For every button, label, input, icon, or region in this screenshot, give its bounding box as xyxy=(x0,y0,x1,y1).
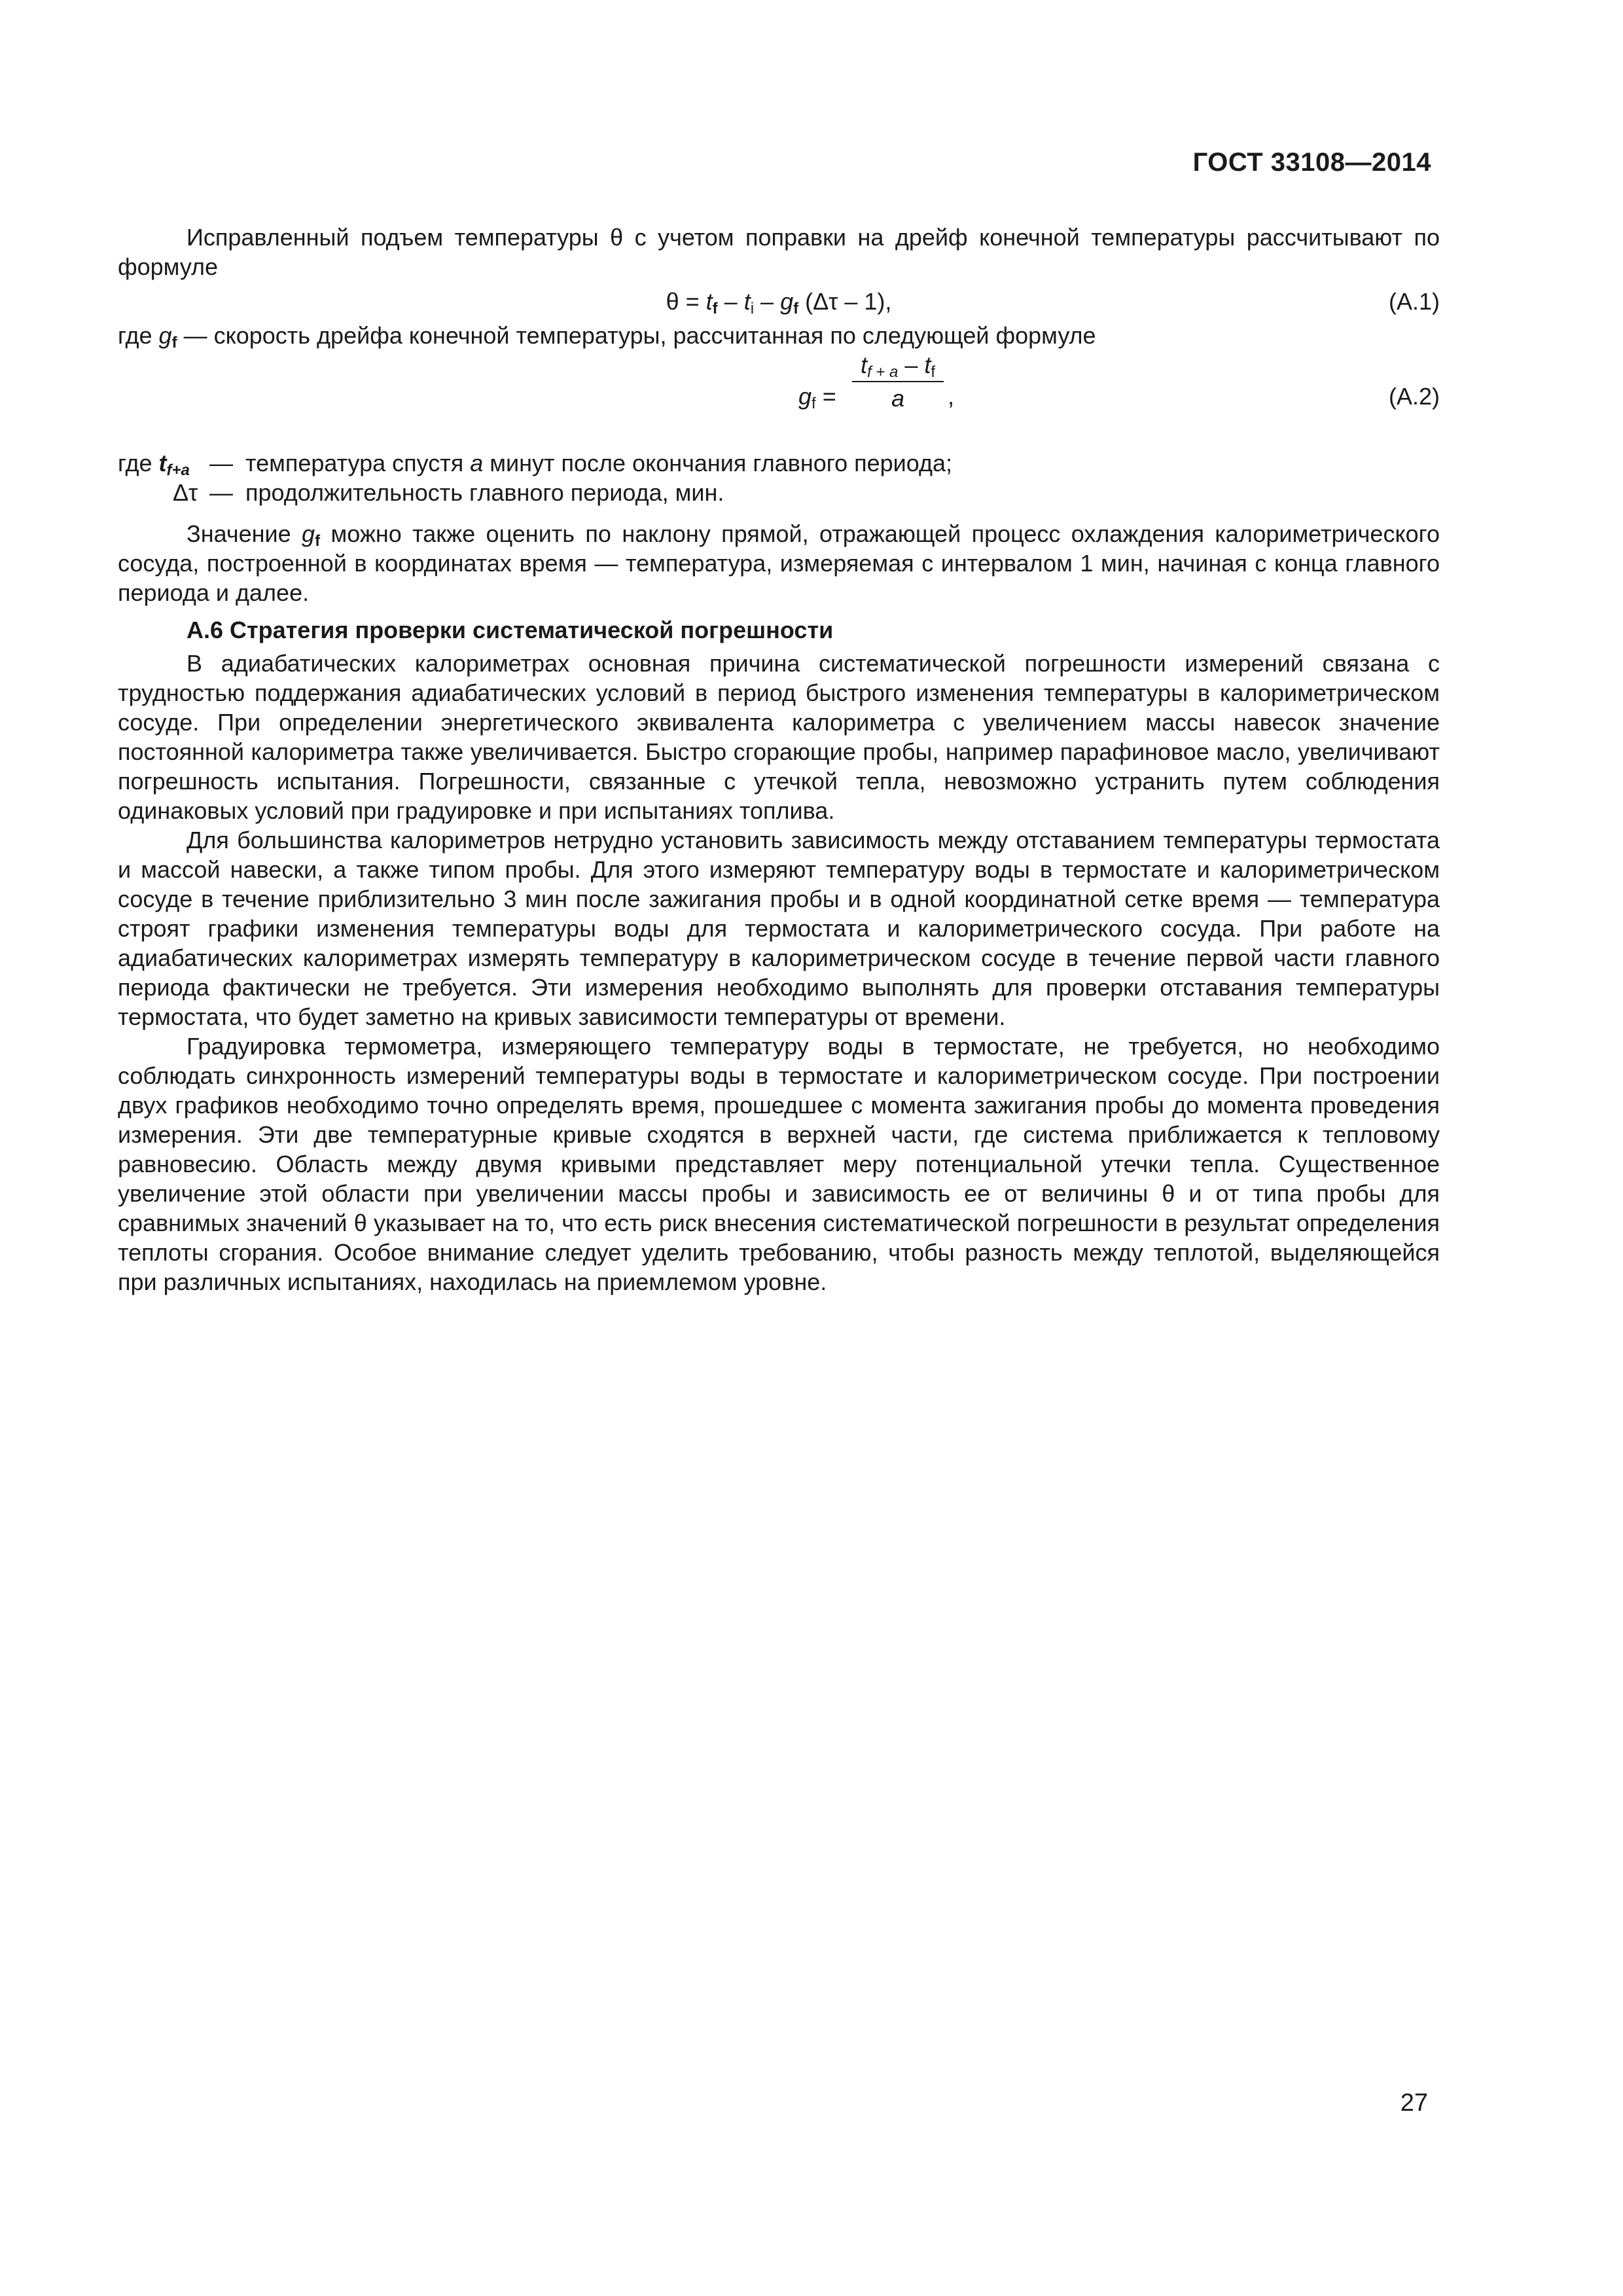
formula-a1-number: (А.1) xyxy=(1388,288,1440,315)
definition-term: Δτ xyxy=(173,479,198,506)
page-number: 27 xyxy=(1400,2089,1428,2117)
formula-a2: $g_f$ = $\frac{t_{f + a} - t_f}{a}$ , (А.2) xyxy=(798,351,1440,412)
page-content xyxy=(118,223,1440,1297)
definition-description: температура спустя a минут после окончания главного периода; xyxy=(245,450,953,476)
formula-a1 xyxy=(118,281,1440,321)
standard-header: ГОСТ 33108—2014 xyxy=(1192,148,1431,177)
formula-a2-denominator: a xyxy=(891,385,905,412)
body-paragraph: Для большинства калориметров нетрудно установить зависимость между отставанием температуры термостата и массой навески, а также типом пробы. Для этого измеряют температуру воды в термостате и калориметрическом сосуде в течение приблизительно 3 мин после зажигания пробы и в одной координатной сетке время — температура строят графики изменения температуры воды для термостата и калориметрического сосуда. При работе на адиабатических калориметрах измерять температуру в калориметрическом сосуде в течение первой части главного периода фактически не требуется. Эти измерения необходимо выполнять для проверки отставания температуры термостата, что будет заметно на кривых зависимости температуры от времени. xyxy=(118,827,1440,1030)
definitions-list xyxy=(118,448,1440,507)
definition-description: продолжительность главного периода, мин. xyxy=(245,479,724,506)
slope-paragraph: Значение $g_f$ можно также оценить по наклону прямой, отражающей процесс охлаждения калориметрического сосуда, построенной в координатах время — температура, измеряемая с интервалом 1 мин, начиная с конца главного периода и далее. xyxy=(118,520,1440,606)
formula-a2-numerator: $t_{f + a} - t_f$ xyxy=(852,350,944,382)
gf-definition-paragraph: где $g_f$ — скорость дрейфа конечной температуры, рассчитанная по следующей формуле xyxy=(118,322,1096,351)
definition-item: Δτ — продолжительность главного периода, мин. xyxy=(173,479,724,506)
definition-term: где $t_{f+a}$ xyxy=(118,450,190,479)
body-paragraph: В адиабатических калориметрах основная причина систематической погрешности измерений связана с трудностью поддержания адиабатических условий в период быстрого изменения температуры в калориметрическом сосуде. При определении энергетического эквивалента калориметра с увеличением массы навесок значение постоянной калориметра также увеличивается. Быстро сгорающие пробы, например парафиновое масло, увеличивают погрешность испытания. Погрешности, связанные с утечкой тепла, невозможно устранить путем соблюдения одинаковых условий при градуировке и при испытаниях топлива. xyxy=(118,650,1440,824)
body-paragraph: Градуировка термометра, измеряющего температуру воды в термостате, не требуется, но необходимо соблюдать синхронность измерений температуры воды в термостате и калориметрическом сосуде. При построении двух графиков необходимо точно определять время, прошедшее с момента зажигания пробы до момента проведения измерения. Эти две температурные кривые сходятся в верхней части, где система приближается к тепловому равновесию. Область между двумя кривыми представляет меру потенциальной утечки тепла. Существенное увеличение этой области при увеличении массы пробы и зависимость ее от величины θ и от типа пробы для сравнимых значений θ указывает на то, что есть риск внесения систематической погрешности в результат определения теплоты сгорания. Особое внимание следует уделить требованию, чтобы разность между теплотой, выделяющейся при различных испытаниях, находилась на приемлемом уровне. xyxy=(118,1033,1440,1295)
section-heading: А.6 Стратегия проверки систематической погрешности xyxy=(187,617,834,643)
definition-item: где $t_{f+a}$ — температура спустя a минут после окончания главного периода; xyxy=(118,450,953,479)
formula-a2-fraction xyxy=(852,350,944,413)
intro-paragraph: Исправленный подъем температуры θ с учетом поправки на дрейф конечной температуры рассчитывают по формуле xyxy=(118,224,1440,280)
formula-a2-number: (А.2) xyxy=(1388,383,1440,410)
formula-a1-expression: $\theta = t_f - t_i - g_f$ (Δτ – 1), xyxy=(666,288,892,317)
